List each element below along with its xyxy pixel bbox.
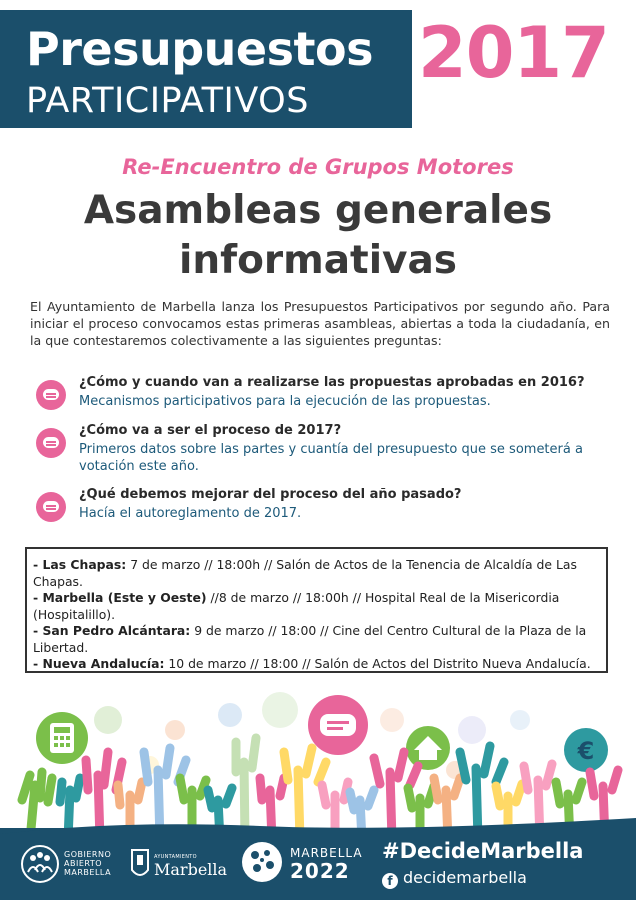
footer-wave [0,814,636,834]
euro-icon [564,728,608,772]
globe-icon [240,840,284,884]
logo3-line1: MARBELLA [290,846,363,860]
logo2-name: Marbella [154,860,228,879]
logo1-line2: ABIERTO [64,859,103,868]
footer [0,828,636,900]
title-line-1: Presupuestos [26,22,373,76]
main-heading [0,186,636,286]
schedule-details: 10 de marzo // 18:00 // Salón de Actos del Distrito Nueva Andalucía. [164,656,591,671]
question-subtitle: Primeros datos sobre las partes y cuantía del presupuesto que se someterá a votación este año. [79,442,583,474]
schedule-entry [33,623,598,656]
schedule-place: - Nueva Andalucía: [33,656,165,671]
title-line-2: PARTICIPATIVOS [26,81,309,121]
schedule-place: - Las Chapas: [33,557,127,572]
chat-bubble-icon [308,695,368,755]
ayuntamiento-marbella-logo [130,842,228,886]
schedule-place: - San Pedro Alcántara: [33,623,191,638]
crest-icon [130,846,150,882]
logo1-line3: MARBELLA [64,868,112,877]
facebook-icon: f [382,873,398,889]
question-title: ¿Qué debemos mejorar del proceso del año pasado? [79,487,462,502]
hashtag: #DecideMarbella [382,839,584,863]
facebook-link[interactable] [382,868,527,889]
schedule-entry [33,656,598,673]
marbella-2022-logo [240,840,370,886]
schedule-entry [33,590,598,623]
comment-icon [36,380,66,410]
comment-icon [36,492,66,522]
gobierno-abierto-logo [20,842,120,886]
subtitle: Re-Encuentro de Grupos Motores [122,155,514,179]
schedule-details: 7 de marzo // 18:00h // Salón de Actos de la Tenencia de Alcaldía de Las Chapas. [33,557,577,589]
logo2-small: AYUNTAMIENTO [154,854,197,860]
heading-line-1: Asambleas generales [83,188,553,233]
question-subtitle: Mecanismos participativos para la ejecución de las propuestas. [79,394,491,409]
schedule-entry [33,557,598,590]
schedule-box [25,547,608,673]
logo3-line2: 2022 [290,859,350,883]
schedule-details: 9 de marzo // 18:00 // Cine del Centro Cultural de la Plaza de la Libertad. [33,623,587,655]
people-icon [20,844,60,884]
schedule-details: //8 de marzo // 18:00h // Hospital Real de la Misericordia (Hospitalillo). [33,590,560,622]
question-title: ¿Cómo y cuando van a realizarse las propuestas aprobadas en 2016? [79,375,585,390]
calculator-icon [36,712,88,764]
logo1-line1: GOBIERNO [64,850,112,859]
schedule-place: - Marbella (Este y Oeste) [33,590,207,605]
year: 2017 [418,12,609,94]
comment-icon [36,428,66,458]
facebook-handle: decidemarbella [403,868,527,887]
question-title: ¿Cómo va a ser el proceso de 2017? [79,423,342,438]
heading-line-2: informativas [178,238,458,283]
title-box [0,10,412,128]
home-icon [406,726,450,770]
question-subtitle: Hacía el autoreglamento de 2017. [79,506,302,521]
svg-text:€: € [577,737,595,765]
intro-paragraph: El Ayuntamiento de Marbella lanza los Presupuestos Participativos por segundo año. Para iniciar el proceso convocamos estas primeras asambleas, abiertas a toda la ciudadanía, en la que contestaremos colectivamente a las siguientes preguntas: [30,299,610,348]
